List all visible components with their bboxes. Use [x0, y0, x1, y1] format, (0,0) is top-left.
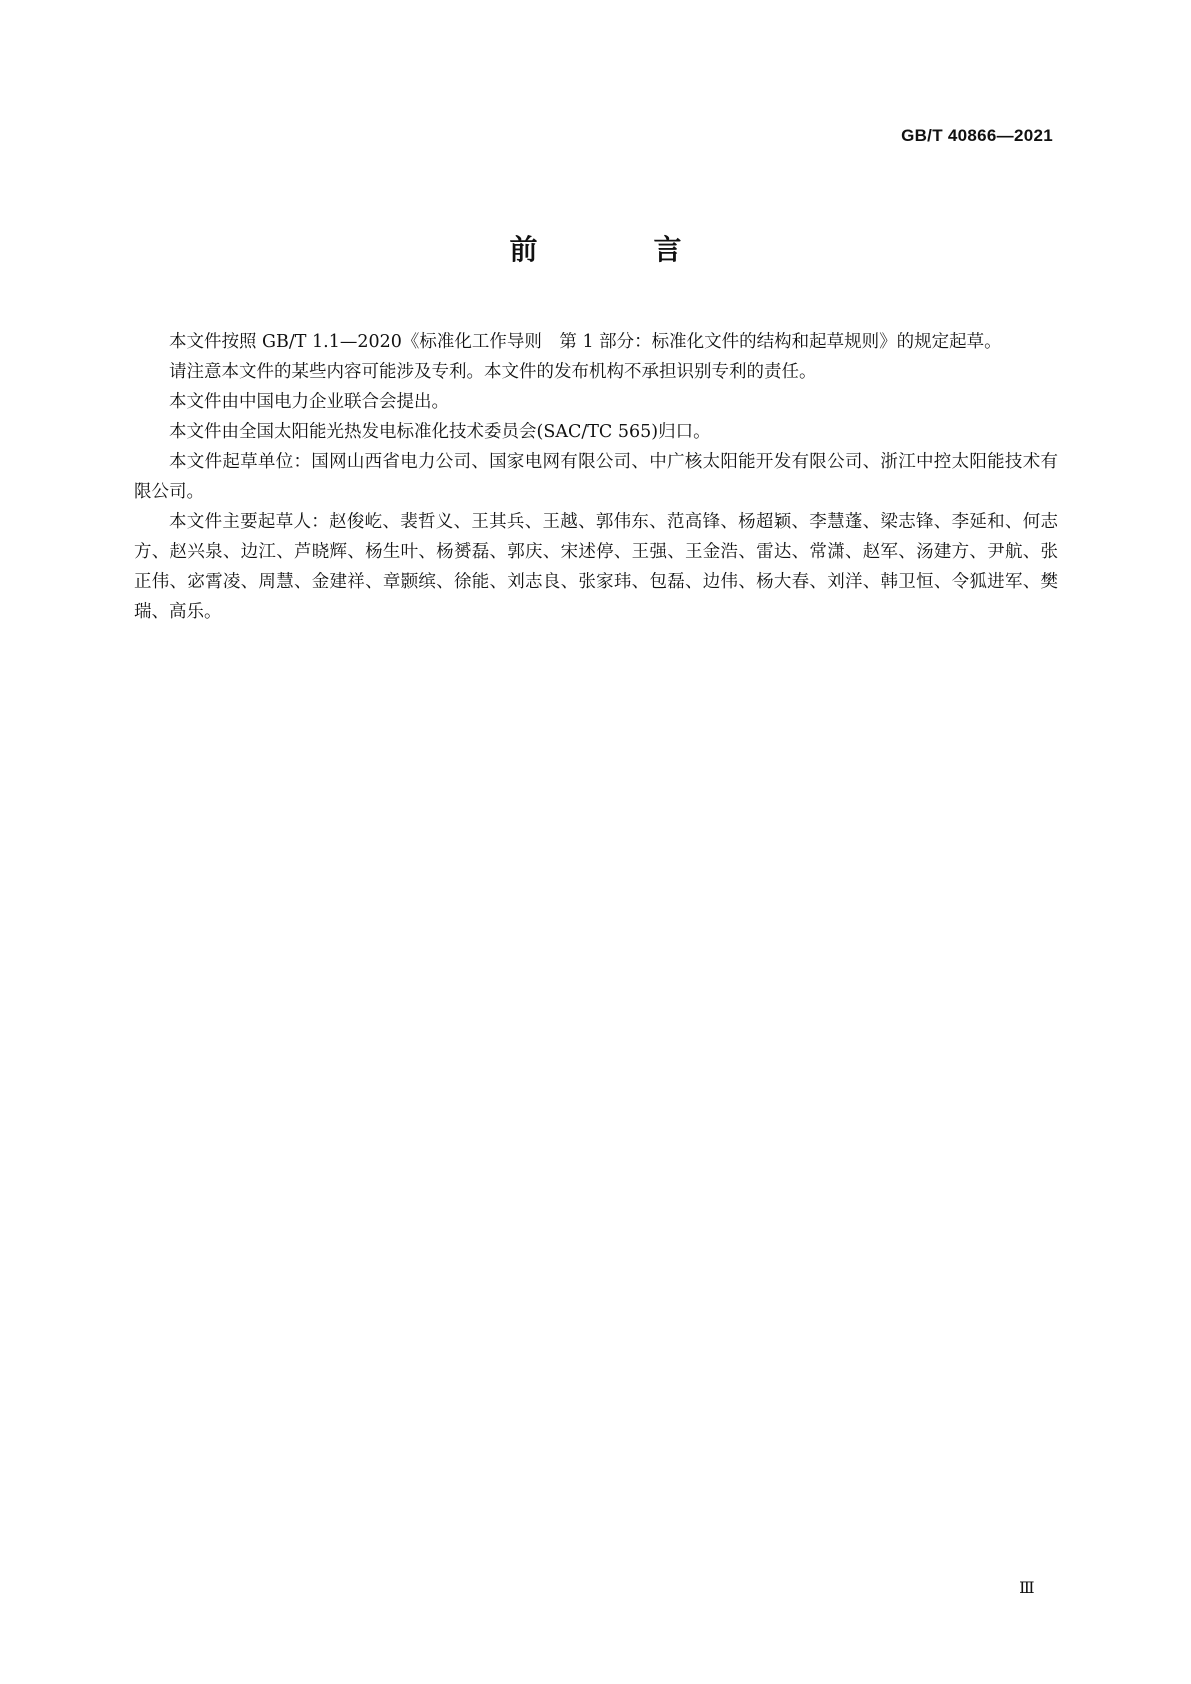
paragraph-committee: 本文件由全国太阳能光热发电标准化技术委员会(SAC/TC 565)归口。 [169, 422, 711, 442]
page-title: 前 言 [509, 233, 726, 266]
page-number: Ⅲ [1019, 1580, 1035, 1597]
foreword-body [134, 327, 1058, 627]
paragraph-patent-notice: 请注意本文件的某些内容可能涉及专利。本文件的发布机构不承担识别专利的责任。 [169, 362, 817, 382]
paragraph-drafting-units: 本文件起草单位：国网山西省电力公司、国家电网有限公司、中广核太阳能开发有限公司、浙江中控太阳能技术有限公司。 [134, 452, 1058, 502]
paragraph-proposer: 本文件由中国电力企业联合会提出。 [169, 392, 449, 412]
paragraph-drafting-rules: 本文件按照 GB/T 1.1—2020《标准化工作导则 第 1 部分：标准化文件的结构和起草规则》的规定起草。 [169, 332, 1002, 352]
standard-number: GB/T 40866—2021 [901, 126, 1053, 145]
paragraph-drafters: 本文件主要起草人：赵俊屹、裴哲义、王其兵、王越、郭伟东、范高锋、杨超颖、李慧蓬、梁志锋、李延和、何志方、赵兴泉、边江、芦晓辉、杨生叶、杨赟磊、郭庆、宋述停、王强、王金浩、雷达、常潇、赵军、汤建方、尹航、张正伟、宓霄凌、周慧、金建祥、章颢缤、徐能、刘志良、张家玮、包磊、边伟、杨大春、刘洋、韩卫恒、令狐进军、樊瑞、高乐。 [134, 512, 1058, 622]
